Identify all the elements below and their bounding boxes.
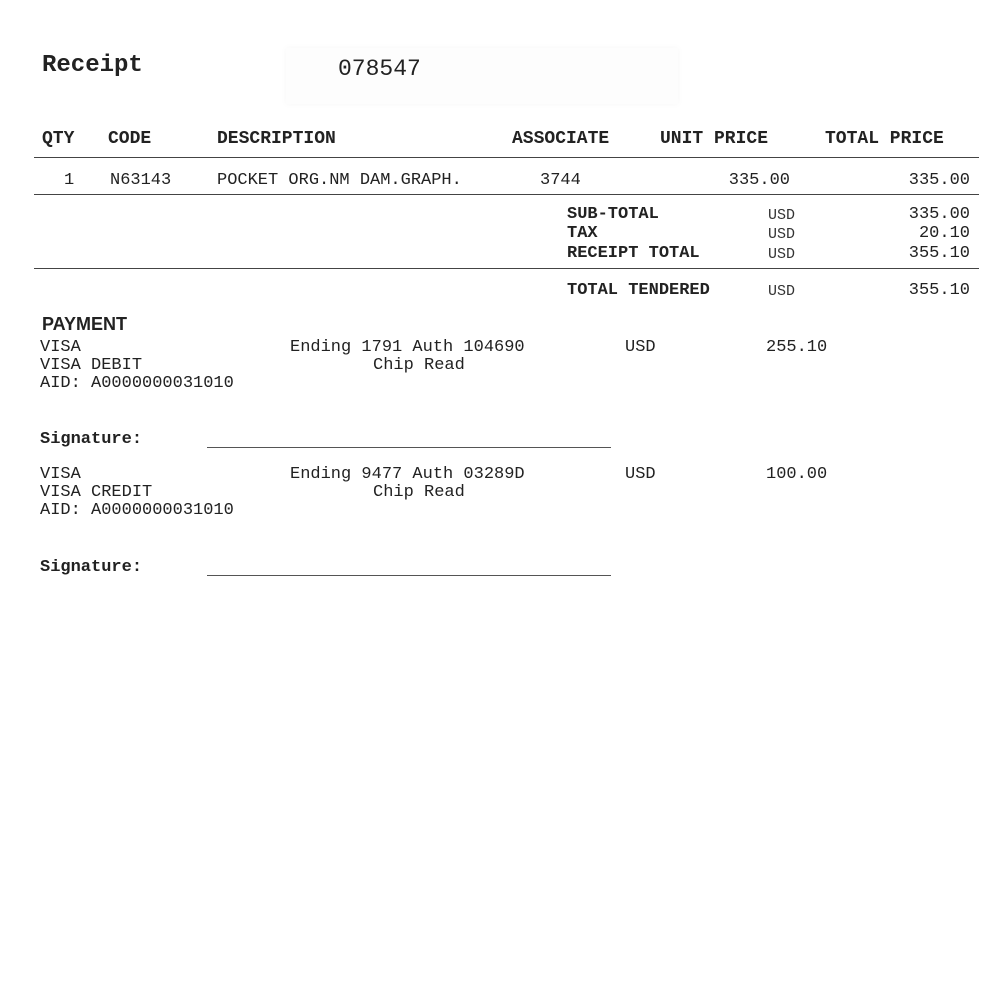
tax-currency: USD <box>768 226 796 243</box>
header-divider <box>34 157 979 158</box>
total-tendered-currency: USD <box>768 283 796 300</box>
receipt-total-label: RECEIPT TOTAL <box>567 244 700 263</box>
row-unit-price: 335.00 <box>728 171 790 190</box>
payment-read-method: Chip Read <box>373 356 465 375</box>
column-header-total-price: TOTAL PRICE <box>825 129 944 149</box>
receipt-title: Receipt <box>42 52 143 79</box>
tax-label: TAX <box>567 224 598 243</box>
totals-divider <box>34 268 979 269</box>
payment-card-type: VISA DEBIT <box>40 356 143 375</box>
column-header-description: DESCRIPTION <box>217 129 336 149</box>
row-total-price: 335.00 <box>908 171 970 190</box>
signature-label: Signature: <box>40 430 143 449</box>
payment-ending-auth: Ending 9477 Auth 03289D <box>290 465 525 484</box>
payment-amount: 100.00 <box>766 465 828 484</box>
payment-currency: USD <box>625 465 656 484</box>
signature-line <box>207 447 611 448</box>
subtotal-value: 335.00 <box>908 205 970 224</box>
signature-label: Signature: <box>40 558 143 577</box>
column-header-qty: QTY <box>42 129 75 149</box>
row-qty: 1 <box>64 171 75 190</box>
payment-card: VISA <box>40 465 81 484</box>
receipt-total-value: 355.10 <box>908 244 970 263</box>
payment-currency: USD <box>625 338 656 357</box>
payment-aid: AID: A0000000031010 <box>40 501 234 520</box>
row-associate: 3744 <box>540 171 581 190</box>
payment-card-type: VISA CREDIT <box>40 483 153 502</box>
payment-card: VISA <box>40 338 81 357</box>
payment-read-method: Chip Read <box>373 483 465 502</box>
subtotal-currency: USD <box>768 207 796 224</box>
total-tendered-value: 355.10 <box>908 281 970 300</box>
payment-heading: PAYMENT <box>42 314 128 334</box>
payment-ending-auth: Ending 1791 Auth 104690 <box>290 338 525 357</box>
items-divider <box>34 194 979 195</box>
column-header-associate: ASSOCIATE <box>512 129 610 149</box>
signature-line <box>207 575 611 576</box>
receipt-total-currency: USD <box>768 246 796 263</box>
column-header-unit-price: UNIT PRICE <box>660 129 769 149</box>
column-header-code: CODE <box>108 129 152 149</box>
total-tendered-label: TOTAL TENDERED <box>567 281 710 300</box>
tax-value: 20.10 <box>918 224 970 243</box>
payment-aid: AID: A0000000031010 <box>40 374 234 393</box>
row-code: N63143 <box>110 171 172 190</box>
payment-amount: 255.10 <box>766 338 828 357</box>
receipt-number: 078547 <box>338 56 421 82</box>
subtotal-label: SUB-TOTAL <box>567 205 659 224</box>
row-description: POCKET ORG.NM DAM.GRAPH. <box>217 171 462 190</box>
